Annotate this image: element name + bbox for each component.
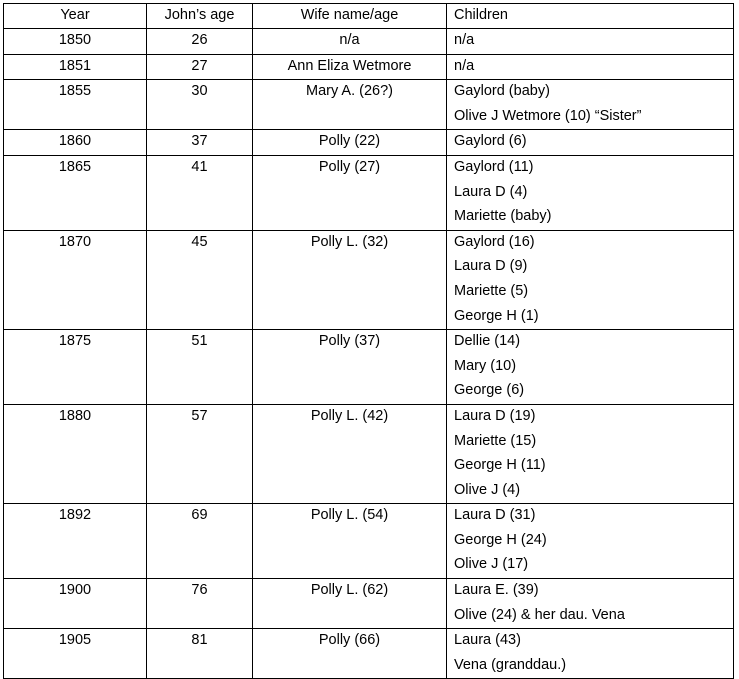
wife-cell-text: Polly (66) xyxy=(318,632,381,649)
child-entry: Vena (granddau.) xyxy=(454,656,567,673)
child-entry: Laura (43) xyxy=(454,632,521,649)
year-cell-text: 1855 xyxy=(58,83,92,100)
wife-cell xyxy=(253,54,447,80)
header-wife xyxy=(253,4,447,29)
child-entry: Gaylord (16) xyxy=(454,233,535,250)
child-entry: Mariette (5) xyxy=(454,282,529,299)
child-entry: n/a xyxy=(454,32,475,48)
wife-cell-text: Polly L. (54) xyxy=(310,507,389,524)
johns-age-cell xyxy=(147,404,253,503)
year-cell xyxy=(4,130,147,156)
child-entry: Gaylord (6) xyxy=(454,133,527,150)
johns-age-cell xyxy=(147,29,253,55)
year-cell xyxy=(4,629,147,679)
wife-cell xyxy=(253,80,447,130)
johns-age-cell-text: 76 xyxy=(191,582,208,599)
year-cell-text: 1865 xyxy=(58,158,92,175)
child-entry: Mariette (baby) xyxy=(454,208,552,225)
wife-cell xyxy=(253,330,447,405)
johns-age-cell-text: 26 xyxy=(191,32,208,48)
wife-cell-text: Polly (27) xyxy=(318,158,381,175)
wife-cell xyxy=(253,629,447,679)
table-row xyxy=(4,130,734,156)
child-entry: Gaylord (11) xyxy=(454,158,534,175)
year-cell-text: 1850 xyxy=(58,32,92,48)
table-row xyxy=(4,54,734,80)
johns-age-cell-text: 45 xyxy=(191,233,208,250)
child-entry: Gaylord (baby) xyxy=(454,83,550,100)
year-cell-text: 1880 xyxy=(58,407,92,424)
year-cell-text: 1892 xyxy=(58,507,92,524)
children-cell xyxy=(447,130,734,156)
table-row xyxy=(4,230,734,329)
year-cell xyxy=(4,330,147,405)
header-children xyxy=(447,4,734,29)
children-cell xyxy=(447,54,734,80)
header-year xyxy=(4,4,147,29)
children-cell xyxy=(447,230,734,329)
child-entry: Mariette (15) xyxy=(454,432,537,449)
census-table xyxy=(3,3,734,679)
johns-age-cell xyxy=(147,155,253,230)
year-cell-text: 1851 xyxy=(58,57,92,74)
children-cell xyxy=(447,629,734,679)
children-cell xyxy=(447,80,734,130)
table-row xyxy=(4,29,734,55)
johns-age-cell-text: 41 xyxy=(191,158,208,175)
children-cell xyxy=(447,155,734,230)
johns-age-cell-text: 69 xyxy=(191,507,208,524)
johns-age-cell xyxy=(147,230,253,329)
johns-age-cell xyxy=(147,504,253,579)
wife-cell-text: Polly L. (32) xyxy=(310,233,389,250)
johns-age-cell-text: 30 xyxy=(191,83,208,100)
child-entry: George H (11) xyxy=(454,457,546,474)
header-year-label: Year xyxy=(60,7,90,23)
year-cell xyxy=(4,29,147,55)
child-entry: Laura E. (39) xyxy=(454,582,539,599)
children-cell xyxy=(447,579,734,629)
child-entry: George H (24) xyxy=(454,531,547,548)
wife-cell-text: n/a xyxy=(339,32,360,48)
johns-age-cell xyxy=(147,579,253,629)
wife-cell xyxy=(253,579,447,629)
child-entry: Laura D (9) xyxy=(454,258,528,275)
johns-age-cell xyxy=(147,629,253,679)
wife-cell-text: Polly L. (42) xyxy=(310,407,389,424)
header-johns-age xyxy=(147,4,253,29)
year-cell xyxy=(4,504,147,579)
year-cell-text: 1905 xyxy=(58,632,92,649)
year-cell xyxy=(4,579,147,629)
wife-cell xyxy=(253,155,447,230)
child-entry: Olive J (4) xyxy=(454,481,521,498)
johns-age-cell xyxy=(147,130,253,156)
child-entry: Laura D (31) xyxy=(454,507,536,524)
table-row xyxy=(4,579,734,629)
census-table-body xyxy=(4,4,734,679)
child-entry: Laura D (19) xyxy=(454,407,536,424)
wife-cell-text: Polly (22) xyxy=(318,133,381,150)
year-cell-text: 1875 xyxy=(58,333,92,350)
header-row xyxy=(4,4,734,29)
johns-age-cell xyxy=(147,330,253,405)
child-entry: George H (1) xyxy=(454,307,539,324)
wife-cell-text: Polly L. (62) xyxy=(310,582,389,599)
year-cell xyxy=(4,80,147,130)
johns-age-cell-text: 37 xyxy=(191,133,208,150)
table-row xyxy=(4,404,734,503)
header-children-label: Children xyxy=(454,7,508,23)
table-row xyxy=(4,80,734,130)
year-cell-text: 1860 xyxy=(58,133,92,150)
children-cell xyxy=(447,404,734,503)
year-cell-text: 1870 xyxy=(58,233,92,250)
child-entry: George (6) xyxy=(454,382,525,399)
johns-age-cell xyxy=(147,80,253,130)
johns-age-cell-text: 27 xyxy=(191,57,208,74)
child-entry: Dellie (14) xyxy=(454,333,521,350)
child-entry: n/a xyxy=(454,57,475,74)
child-entry: Olive J Wetmore (10) “Sister” xyxy=(454,107,642,124)
wife-cell xyxy=(253,504,447,579)
year-cell xyxy=(4,230,147,329)
child-entry: Laura D (4) xyxy=(454,183,528,200)
year-cell xyxy=(4,54,147,80)
wife-cell xyxy=(253,404,447,503)
wife-cell xyxy=(253,130,447,156)
header-age-label: John’s age xyxy=(164,7,235,23)
child-entry: Olive J (17) xyxy=(454,556,529,573)
child-entry: Mary (10) xyxy=(454,357,517,374)
header-wife-label: Wife name/age xyxy=(300,7,399,23)
wife-cell-text: Polly (37) xyxy=(318,333,381,350)
johns-age-cell-text: 81 xyxy=(191,632,208,649)
johns-age-cell xyxy=(147,54,253,80)
children-cell xyxy=(447,29,734,55)
table-row xyxy=(4,629,734,679)
child-entry: Olive (24) & her dau. Vena xyxy=(454,606,625,623)
wife-cell xyxy=(253,230,447,329)
wife-cell xyxy=(253,29,447,55)
table-row xyxy=(4,155,734,230)
wife-cell-text: Mary A. (26?) xyxy=(305,83,394,100)
year-cell-text: 1900 xyxy=(58,582,92,599)
year-cell xyxy=(4,155,147,230)
johns-age-cell-text: 51 xyxy=(191,333,208,350)
year-cell xyxy=(4,404,147,503)
children-cell xyxy=(447,330,734,405)
table-row xyxy=(4,330,734,405)
children-cell xyxy=(447,504,734,579)
johns-age-cell-text: 57 xyxy=(191,407,208,424)
table-row xyxy=(4,504,734,579)
wife-cell-text: Ann Eliza Wetmore xyxy=(287,57,412,74)
